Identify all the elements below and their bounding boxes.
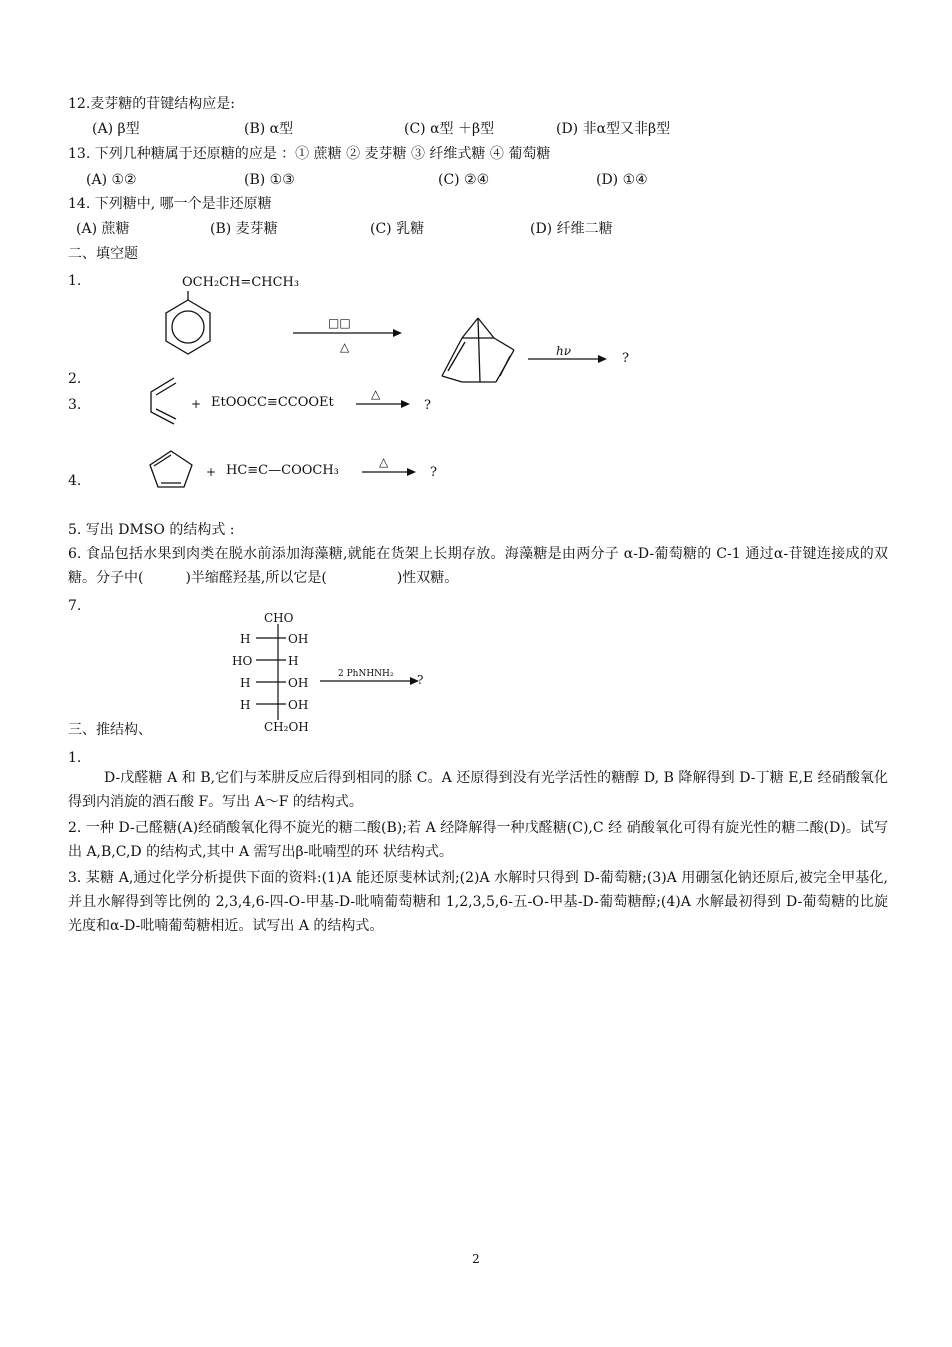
q13-option-b: (B) ①③ xyxy=(244,172,295,188)
fill-q1-number: 1. xyxy=(68,273,82,289)
fill-q5: 5. 写出 DMSO 的结构式 : xyxy=(68,522,235,538)
cyclopentadiene-icon xyxy=(150,451,192,487)
section-deduce-heading: 三、推结构、 xyxy=(68,722,152,738)
fischer-projection-icon xyxy=(256,624,286,720)
q14-option-c: (C) 乳糖 xyxy=(370,221,425,237)
q13-option-d: (D) ①④ xyxy=(596,172,648,188)
section-fill-heading: 二、填空题 xyxy=(68,246,138,262)
norbornadiene-icon xyxy=(442,318,514,382)
q12-option-b: (B) α型 xyxy=(244,121,294,137)
fill-q7-product: ? xyxy=(417,673,424,687)
fill-q4-arrow-label: △ xyxy=(379,455,389,469)
fischer-row1-right: OH xyxy=(288,632,309,646)
fischer-row2-left: HO xyxy=(232,654,253,668)
butadiene-icon xyxy=(151,378,176,424)
fill-q3-plus: + xyxy=(191,397,202,411)
q13-option-a: (A) ①② xyxy=(86,172,137,188)
deduce-q3: 3. 某糖 A,通过化学分析提供下面的资料:(1)A 能还原斐林试剂;(2)A 水解时只得到 D-葡萄糖;(3)A 用硼氢化钠还原后,被完全甲基化,并且水解得到等比例的 2,3,4,6-四-O-甲基-D-吡喃葡萄糖和 1,2,3,5,6-五-O-甲基-D-葡萄糖醇;(4)A 水解最初得到 D-葡萄糖的比旋光度和α-D-吡喃葡萄糖相近。试写出 A 的结构式。 xyxy=(68,870,888,934)
fischer-row2-right: H xyxy=(288,654,299,668)
q14-option-d: (D) 纤维二糖 xyxy=(530,221,613,237)
fill-q2-product: ? xyxy=(622,351,629,366)
fill-q3-number: 3. xyxy=(68,397,82,413)
fischer-row4-left: H xyxy=(240,698,251,712)
q14-option-b: (B) 麦芽糖 xyxy=(210,221,278,237)
reaction-arrow-q3 xyxy=(356,400,410,408)
fischer-bottom: CH₂OH xyxy=(264,720,309,734)
fill-q2-arrow-label: hν xyxy=(556,344,572,358)
fill-q3-reagent: EtOOCC≡CCOOEt xyxy=(211,395,334,410)
q12-stem: 12.麦芽糖的苷键结构应是: xyxy=(68,96,235,112)
q13-option-c: (C) ②④ xyxy=(438,172,490,188)
fischer-row3-right: OH xyxy=(288,676,309,690)
fischer-row3-left: H xyxy=(240,676,251,690)
page-number: 2 xyxy=(472,1252,480,1266)
fischer-top: CHO xyxy=(264,611,294,625)
fill-q4-product: ? xyxy=(430,465,437,480)
fill-q2-number: 2. xyxy=(68,371,82,387)
fill-q1-arrow-label: □□ xyxy=(328,316,351,330)
q12-option-c: (C) α型 ＋β型 xyxy=(404,121,495,137)
fill-q4-number: 4. xyxy=(68,473,82,489)
deduce-q1-number: 1. xyxy=(68,750,82,766)
q12-option-a: (A) β型 xyxy=(92,121,140,137)
q14-option-a: (A) 蔗糖 xyxy=(76,221,130,237)
fischer-row1-left: H xyxy=(240,632,251,646)
fill-q3-arrow-label: △ xyxy=(371,387,381,401)
deduce-q2: 2. 一种 D-己醛糖(A)经硝酸氧化得不旋光的糖二酸(B);若 A 经降解得一种戊醛糖(C),C 经 硝酸氧化可得有旋光性的糖二酸(D)。试写出 A,B,C,D 的结构式,其中 A 需写出β-吡喃型的环 状结构式。 xyxy=(68,820,888,860)
fill-q6: 6. 食品包括水果到肉类在脱水前添加海藻糖,就能在货架上长期存放。海藻糖是由两分子 α-D-葡萄糖的 C-1 通过α-苷键连接成的双糖。分子中( )半缩醛羟基,所以它是( )性双糖。 xyxy=(68,546,888,586)
fill-q4-plus: + xyxy=(206,465,217,479)
fill-q3-product: ? xyxy=(424,398,431,413)
fill-q1-substituent: OCH₂CH=CHCH₃ xyxy=(182,275,300,290)
q12-option-d: (D) 非α型又非β型 xyxy=(556,121,671,137)
q13-stem: 13. 下列几种糖属于还原糖的应是 ：① 蔗糖 ② 麦芽糖 ③ 纤维式糖 ④ 葡萄糖 xyxy=(68,146,551,162)
reaction-arrow-q1 xyxy=(293,329,402,337)
fischer-row4-right: OH xyxy=(288,698,309,712)
fill-q4-reagent: HC≡C—COOCH₃ xyxy=(226,463,339,478)
fill-q1-arrow-sub: △ xyxy=(340,340,350,354)
fill-q7-number: 7. xyxy=(68,598,82,614)
fill-q7-reagent: 2 PhNHNH₂ xyxy=(338,669,394,679)
reaction-arrow-q4 xyxy=(362,468,416,476)
q14-stem: 14. 下列糖中, 哪一个是非还原糖 xyxy=(68,196,272,212)
benzene-ring-icon xyxy=(166,291,210,354)
deduce-q1: D-戊醛糖 A 和 B,它们与苯肼反应后得到相同的脎 C。A 还原得到没有光学活性的糖醇 D, B 降解得到 D-丁糖 E,E 经硝酸氧化得到内消旋的酒石酸 F。写出 A～F 的结构式。 xyxy=(68,770,888,810)
